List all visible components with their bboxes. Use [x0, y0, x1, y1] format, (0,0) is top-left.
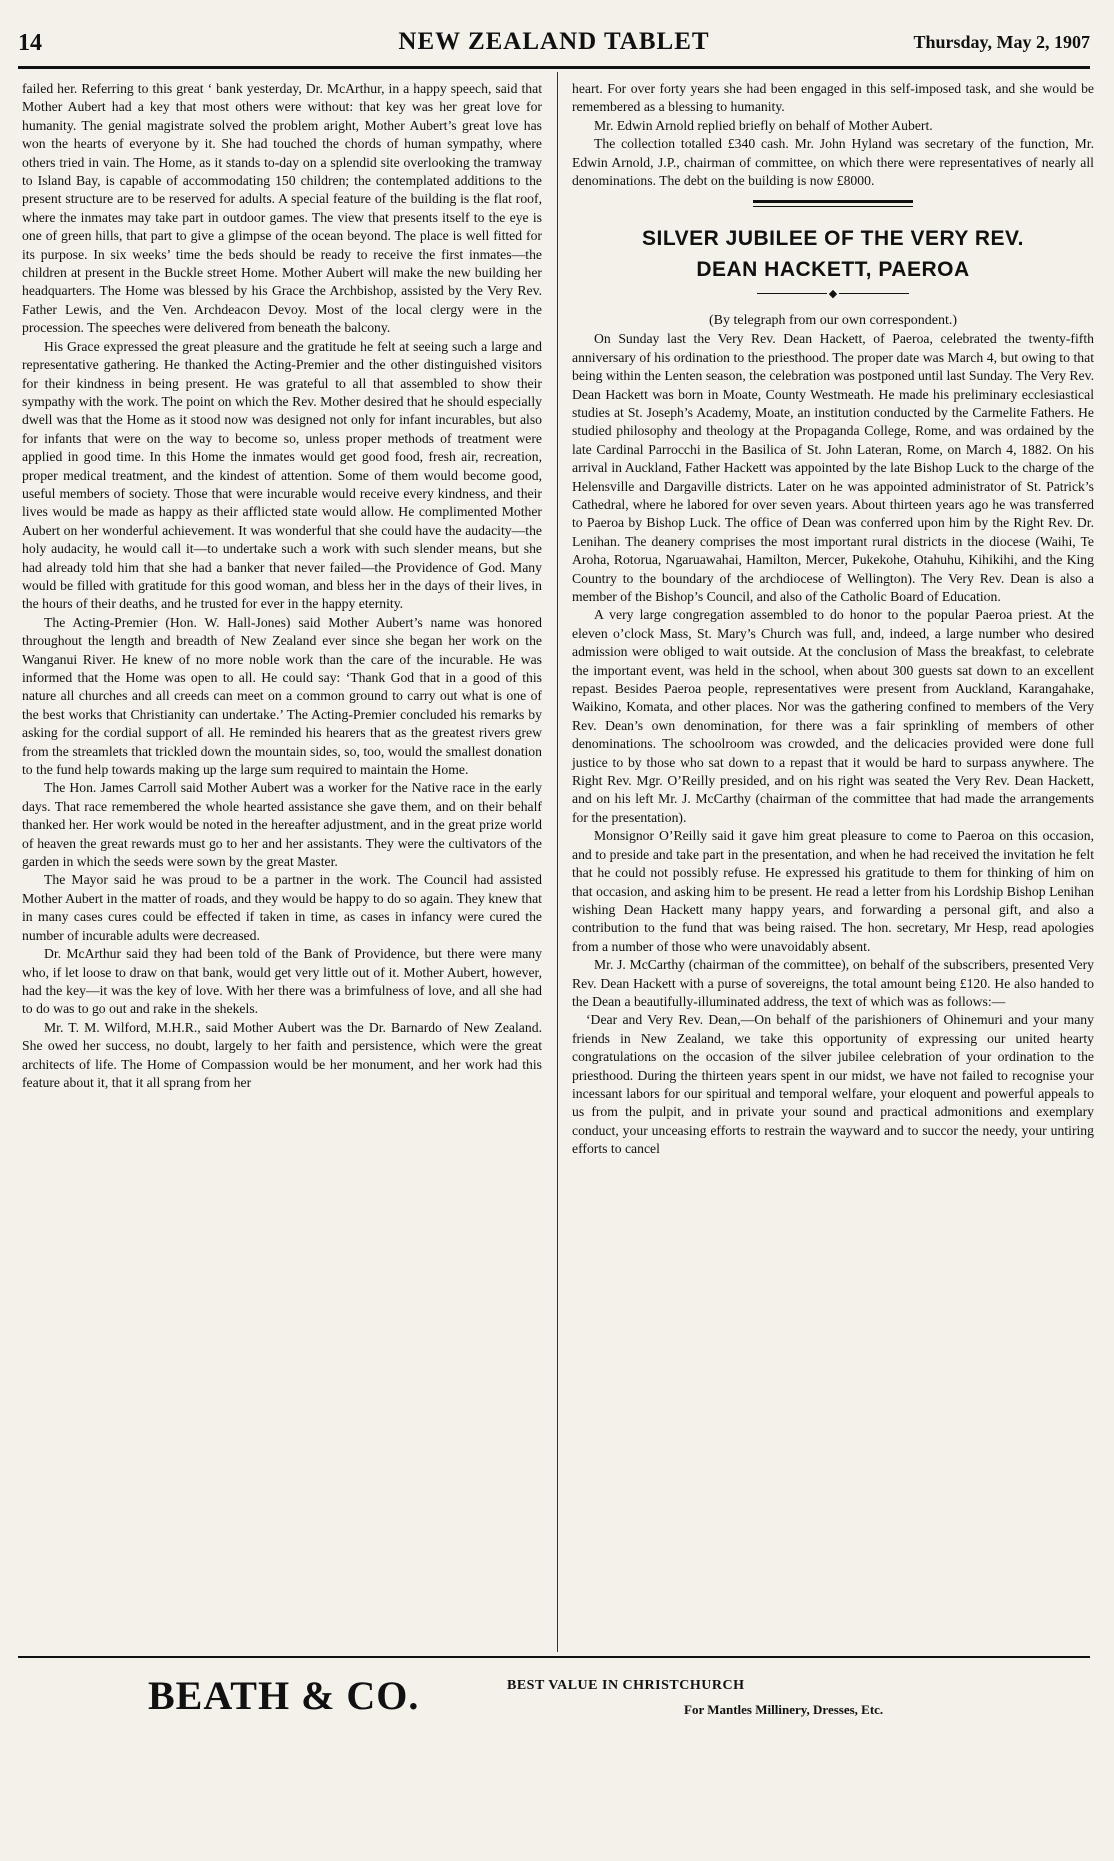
left-column [22, 80, 542, 1650]
article-paragraph: Monsignor O’Reilly said it gave him great pleasure to come to Paeroa on this occasion, and to preside and take part in the presentation, and when he had received the invitation he felt that he could not possibly refuse. He expressed his gratitude to them for thinking of him on that occasion, and asking him to be present. He read a letter from his Lordship Bishop Lenihan wishing Dean Hackett many happy years, and forwarding a personal gift, and also a contribution to the fund that was being raised. The hon. secretary, Mr Hesp, read apologies from a number of those who were unavoidably absent. [572, 828, 1094, 954]
left-paragraph: Dr. McArthur said they had been told of the Bank of Providence, but there were many who, if let loose to draw on that bank, would get very little out of it. Mother Aubert, however, had the key—it was the key of love. With her there was a brimfulness of love, and all she had to do was to go out and rake in the shekels. [22, 946, 542, 1017]
article-headline-line-1: SILVER JUBILEE OF THE VERY REV. [642, 227, 1024, 251]
right-paragraph: heart. For over forty years she had been engaged in this self-imposed task, and she would be remembered as a blessing to humanity. [572, 81, 1094, 115]
headline-ornament [572, 287, 1094, 299]
diamond-icon: ◆ [828, 287, 838, 300]
left-paragraph: Mr. T. M. Wilford, M.H.R., said Mother Aubert was the Dr. Barnardo of New Zealand. She owed her success, no doubt, largely to her faith and persistence, which were the great architects of life. The Home of Compassion would be her monument, and her work had this feature about it, that it all sprang from her [22, 1019, 542, 1090]
right-column [572, 80, 1094, 1650]
article-byline: (By telegraph from our own correspondent.) [708, 312, 958, 328]
advertisement-subline: For Mantles Millinery, Dresses, Etc. [684, 1702, 884, 1717]
issue-date: Thursday, May 2, 1907 [913, 32, 1090, 52]
advertisement-footer [18, 1672, 1090, 1732]
article-paragraph: Mr. J. McCarthy (chairman of the committee), on behalf of the subscribers, presented Very Rev. Dean Hackett with a purse of sovereigns, the total amount being £120. He also handed to the Dean a beautifully-illuminated address, the text of which was as follows:— [572, 957, 1094, 1009]
left-paragraph: The Acting-Premier (Hon. W. Hall-Jones) said Mother Aubert’s name was honored throughout the length and breadth of New Zealand ever since she began her work on the Wanganui River. He knew of no more noble work than the care of the incurable. He was informed that the Home was open to all. He could say: ‘Thank God that in a good of this nature all churches and all creeds can meet on a common ground to carry out what is one of the best works that Christianity can undertake.’ The Acting-Premier concluded his remarks by asking for the cordial support of all. He reminded his hearers that as the greatest rivers grew from the streamlets that trickled down the mountain sides, so, too, would the smallest donation to the fund help towards making up the large sum required to maintain the Home. [22, 614, 542, 778]
left-paragraph: failed her. Referring to this great ‘ bank yesterday, Dr. McArthur, in a happy speech, said that Mother Aubert had a key that most others were without: that key was her great love for humanity. The genial magistrate solved the problem aright, Mother Aubert’s great love has won the hearts of everyone by it. She had touched the chords of human sympathy, where others tried in vain. The Home, as it stands to-day on a splendid site overlooking the tramway to Island Bay, is capable of accommodating 150 children; the contemplated additions to the present structure are to be reserved for adults. A special feature of the building is the flat roof, where the inmates may take part in outdoor games. The view that presents itself to the eye is one of green hills, that part to give a glimpse of the ocean beyond. The place is well fitted for its purpose. In six weeks’ time the beds should be ready to receive the first inmates—the children at present in the Buckle street Home. Mother Aubert will make the new building her headquarters. The Home was blessed by his Grace the Archbishop, assisted by the Very Rev. Father Lewis, and the Ven. Archdeacon Devoy. Most of the local clergy were in the procession. The speeches were delivered from beneath the balcony. [22, 81, 542, 336]
advertisement-tagline: BEST VALUE IN CHRISTCHURCH [507, 1678, 745, 1693]
right-paragraph: The collection totalled £340 cash. Mr. John Hyland was secretary of the function, Mr. Edwin Arnold, J.P., chairman of committee, on which there were representatives of nearly all denominations. The debt on the building is now £8000. [572, 136, 1094, 189]
section-rule-thin [753, 206, 913, 207]
masthead [18, 28, 1090, 62]
page-number: 14 [18, 30, 42, 56]
footer-rule [18, 1656, 1090, 1658]
left-paragraph: The Hon. James Carroll said Mother Aubert was a worker for the Native race in the early days. That race remembered the whole hearted assistance she gave them, and on their behalf thanked her. Her work would be noted in the hereafter adjustment, and in the great prize world of heaven the great rewards must go to her and her assistants. They were the cultivators of the garden in which the seeds were sown by the great Master. [22, 780, 542, 870]
advertiser-name: BEATH & CO. [148, 1673, 420, 1718]
section-rule-thick [753, 200, 913, 203]
left-paragraph: His Grace expressed the great pleasure and the gratitude he felt at seeing such a large and representative gathering. He thanked the Acting-Premier and the other distinguished visitors for their kindness in being present. He was grateful to all that assembled to show their sympathy with the work. The point on which the Rev. Mother desired that he should especially dwell was that the Home as it stood now was designed not only for infant incurables, but also for infants that were on the way to become so, unless proper methods of treatment were applied in good time. In this Home the inmates would get good food, fresh air, recreation, proper medical treatment, and the kindest of attention. Some of them would become good, useful members of society. Those that were incurable would receive every kindness, and their lives would be made as happy as their afflicted state would allow. He complimented Mother Aubert on her wonderful achievement. It was wonderful that she could have the audacity—the holy audacity, he would call it—to undertake such a work with such slender means, but she had already told him that she had a banker that never failed—the Providence of God. Many would be filled with gratitude for this good woman, and bless her in the days of their lives, in the hours of their deaths, and he trusted for ever in the happy eternity. [22, 338, 542, 612]
right-paragraph: Mr. Edwin Arnold replied briefly on behalf of Mother Aubert. [594, 117, 933, 133]
article-paragraph: On Sunday last the Very Rev. Dean Hackett, of Paeroa, celebrated the twenty-fifth anniversary of his ordination to the priesthood. The proper date was March 4, but owing to that being within the Lenten season, the celebration was postponed until last Sunday. The Very Rev. Dean Hackett was born in Moate, County Westmeath. He made his preliminary ecclesiastical studies at St. Joseph’s Academy, Moate, an institution conducted by the Carmelite Fathers. He studied philosophy and theology at the Propaganda College, Rome, and was ordained by the late Cardinal Parrocchi in the Basilica of St. John Lateran, Rome, on March 4, 1882. On his arrival in Auckland, Father Hackett was appointed by the late Bishop Luck to the charge of the Helensville and Dargaville districts. Later on he was appointed administrator of St. Patrick’s Cathedral, where he labored for over seven years. About thirteen years ago he was transferred to Paeroa by Bishop Luck. The office of Dean was conferred upon him by the Right Rev. Dr. Lenihan. The deanery comprises the most important rural districts in the diocese (Waihi, Te Aroha, Rotorua, Ngaruawahai, Hamilton, Mercer, Pukekohe, Otahuhu, Kihikihi, and the King Country to the boundary of the archdiocese of Wellington). The Very Rev. Dean is also a member of the Bishop’s Council, and also of the Catholic Board of Education. [572, 331, 1094, 604]
newspaper-title: NEW ZEALAND TABLET [398, 28, 710, 55]
masthead-rule [18, 66, 1090, 69]
article-paragraph: A very large congregation assembled to do honor to the popular Paeroa priest. At the eleven o’clock Mass, St. Mary’s Church was full, and, indeed, a large number who desired admission were obliged to wait outside. At the conclusion of Mass the breakfast, to celebrate the important event, was held in the school, when about 300 guests sat down to an excellent repast. Besides Paeroa people, representatives were present from Auckland, Karangahake, Waikino, Komata, and other places. Nor was the gathering confined to members of the Very Rev. Dean’s own denomination, for there was a fair sprinkling of members of other denominations. The schoolroom was crowded, and the delicacies provided were done full justice to by those who sat down to a repast that it would be hard to surpass anywhere. The Right Rev. Mgr. O’Reilly presided, and on his right was seated the Very Rev. Dean Hackett, and on his left Mr. J. McCarthy (chairman of the committee that had made the arrangements for the presentation). [572, 607, 1094, 825]
article-headline-line-2: DEAN HACKETT, PAEROA [696, 258, 970, 282]
article-paragraph: ‘Dear and Very Rev. Dean,—On behalf of the parishioners of Ohinemuri and your many friends in New Zealand, we take this opportunity of expressing our united hearty congratulations on the occasion of the silver jubilee celebration of your ordination to the priesthood. During the thirteen years spent in our midst, we have not failed to recognise your incessant labors for our spiritual and temporal welfare, your eloquent and powerful appeals to us from the pulpit, and in private your sound and practical admonitions and exemplary conduct, your unceasing efforts to restrain the wayward and to succor the needy, your untiring efforts to cancel [572, 1012, 1094, 1157]
left-paragraph: The Mayor said he was proud to be a partner in the work. The Council had assisted Mother Aubert in the matter of roads, and they would be happy to do so again. They knew that in many cases cures could be effected if taken in time, as cases in infancy were cured the number of incurable adults were decreased. [22, 872, 542, 943]
column-divider [557, 72, 558, 1652]
